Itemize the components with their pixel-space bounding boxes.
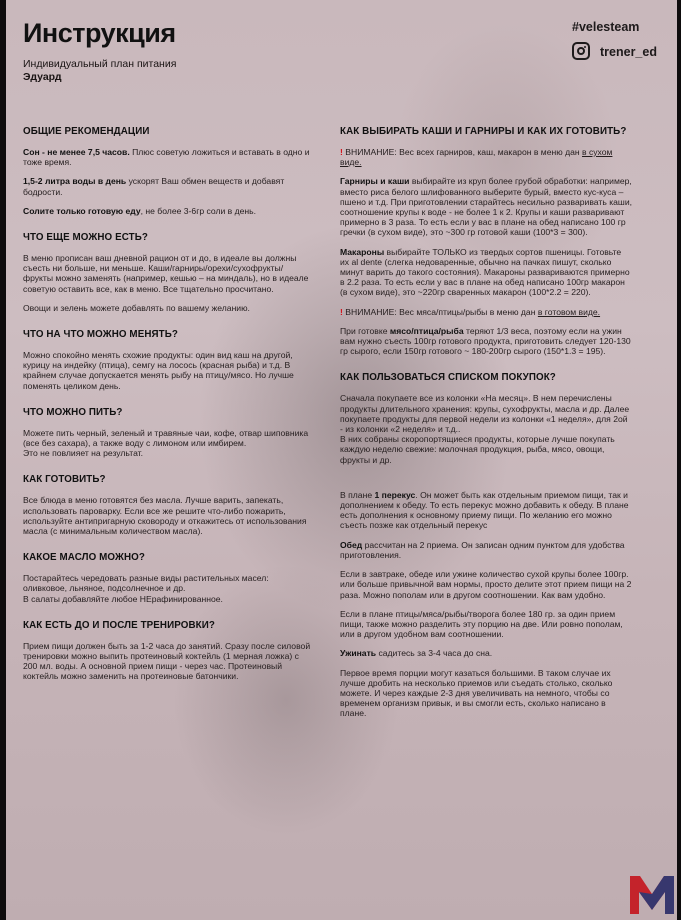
bold-text: Обед [340,539,363,550]
section-heading: КАКОЕ МАСЛО МОЖНО? [23,552,145,564]
text: теряют 1/3 веса, поэтому если на ужин вам нужно съесть 100гр готового продукта, приготовить следует 120-130 гр сырого, если 150гр готового ~ 180-200гр сырого (150*1.3 = 195). [340,325,631,357]
section-heading: ОБЩИЕ РЕКОМЕНДАЦИИ [23,126,150,137]
text: , не более 3-6гр соли в день. [140,205,257,216]
page-subtitle: Индивидуальный план питания [23,58,177,70]
section-heading: ЧТО МОЖНО ПИТЬ? [23,406,123,418]
section-drinks [23,407,313,459]
text: ВНИМАНИЕ: Вес мяса/птицы/рыбы в меню дан [342,306,538,317]
instagram-icon[interactable] [572,42,590,60]
bold-text: Макароны [340,246,385,257]
brand-logo-icon [628,872,676,916]
text: При готовке [340,325,390,336]
section-heading: ЧТО НА ЧТО МОЖНО МЕНЯТЬ? [23,329,178,341]
text: садитесь за 3-4 часа до сна. [376,648,493,659]
paragraph [340,490,632,531]
screen-edge-right [677,0,681,920]
bold-text: Сон - не менее 7,5 часов. [23,147,130,157]
section-general [23,126,313,216]
author-name: Эдуард [23,71,62,83]
paragraph: Овощи и зелень можете добавлять по вашему желанию. [23,302,250,313]
underlined-text: в готовом виде. [537,306,601,317]
paragraph [340,326,632,357]
text: выбирайте ТОЛЬКО из твердых сортов пшеницы. Готовьте их al dente (слегка недоваренные, обычно на пачках пишут, сколько минут варить до такого состояния). Макароны развариваются примерно в 2.2 раза. То есть если у вас в плане на обед написано 100гр макарон (в сухом виде), это ~220гр сваренных макарон (100*2.2 = 220). [340,246,630,298]
warning-icon: ! [340,306,343,317]
section-heading: КАК ГОТОВИТЬ? [23,474,106,486]
text: ВНИМАНИЕ: Вес всех гарниров, каш, макарон в меню дан [342,147,582,157]
section-heading: КАК ВЫБИРАТЬ КАШИ И ГАРНИРЫ И КАК ИХ ГОТОВИТЬ? [340,126,627,137]
paragraph: Можно спокойно менять схожие продукты: один вид каш на другой, курицу на индейку (птица), семгу на лосось (красная рыба) и т.д. В крайнем случае допускается менять рыбу на птицу/мясо. Но лучше поменять целиком день. [23,350,294,391]
text: В плане [340,489,375,500]
bold-text: 1 перекус [374,489,416,500]
paragraph: Если в плане птицы/мяса/рыбы/творога более 180 гр. за один прием пищи, также можно разделить эту порцию на две. Или ровно пополам, или в другом удобном вам соотношении. [340,608,623,640]
warning-paragraph [340,307,632,317]
hashtag-link[interactable]: #velesteam [572,20,640,34]
spacer [340,474,632,490]
text: ускорят Ваш обмен веществ и добавят бодрости. [23,176,285,197]
section-grains [340,126,632,356]
warning-paragraph [340,147,632,167]
section-shopping [340,372,632,718]
instagram-handle-link[interactable]: trener_ed [600,45,657,59]
section-heading: КАК ЕСТЬ ДО И ПОСЛЕ ТРЕНИРОВКИ? [23,619,215,631]
paragraph [340,176,632,237]
paragraph [23,176,313,196]
section-heading: КАК ПОЛЬЗОВАТЬСЯ СПИСКОМ ПОКУПОК? [340,372,556,384]
paragraph [23,206,313,216]
paragraph: Все блюда в меню готовятся без масла. Лучше варить, запекать, использовать пароварку. Если все же решите что-либо пожарить, используйте антипригарную сковороду и откажитесь от использования масла (с минимальным количеством масла). [23,495,307,537]
text: Можете пить черный, зеленый и травяные чаи, кофе, отвар шиповника (все без сахара), а также воду с лимоном или имбирем. [23,427,309,449]
text: Сначала покупаете все из колонки «На месяц». В нем перечислены продукты длительного хранения: крупы, сухофрукты, масла и др. Далее покупаете продукты для первой недели из колонки «1 неделя», для 2ой - из колонки «2 неделя» и т.д.. [340,393,630,435]
section-training [23,620,313,682]
paragraph [340,648,632,658]
text: рассчитан на 2 приема. Он записан одним пунктом для удобства приготовления. [340,539,625,560]
bold-text: мясо/птица/рыба [389,325,464,336]
section-what-else [23,232,313,313]
bold-text: Ужинать [340,648,377,659]
text: Постарайтесь чередовать разные виды растительных масел: оливковое, льняное, подсолнечное и др. [23,573,269,594]
underlined-text: в сухом виде. [340,147,613,168]
paragraph [23,428,313,459]
page-title: Инструкция [23,18,176,48]
paragraph: Первое время порции могут казаться большими. В таком случае их лучше дробить на несколько приемов или съедать столько, сколько можете. И через каждые 2-3 дня увеличивать на немного, чтобы со временем организм привык, и вы смогли есть, сколько написано в плане. [340,667,613,719]
right-column [340,126,632,735]
paragraph [23,573,313,604]
section-cooking [23,474,313,536]
text: В них собраны скоропортящиеся продукты, которые лучше покупать каждую неделю свежие: молочная продукция, рыба, мясо, овощи, фрукты и др. [340,434,615,465]
paragraph [340,393,632,464]
paragraph [340,247,632,298]
section-swaps [23,329,313,391]
paragraph [23,147,313,167]
warning-icon: ! [340,147,343,157]
bold-text: 1,5-2 литра воды в день [23,176,127,187]
paragraph: В меню прописан ваш дневной рацион от и до, в идеале вы должны съесть ни больше, ни меньше. Каши/гарниры/орехи/сухофрукты/фрукты можно заменять (например, кешью – на миндаль), но в идеале советую оставить все, как в меню. Все тщательно просчитано. [23,253,309,294]
section-oil [23,552,313,604]
left-column [23,126,313,698]
bold-text: Гарниры и каши [340,176,410,187]
instruction-page [6,0,677,920]
text: В салаты добавляйте любое НЕрафинированное. [23,593,223,604]
bold-text: Солите только готовую еду [23,205,141,216]
paragraph: Прием пищи должен быть за 1-2 часа до занятий. Сразу после силовой тренировки можно выпить протеиновый коктейль (1 мерная ложка) с 200 мл. воды. А основной прием пищи - через час. Протеиновый коктейль можно заменить на протеиновые батончики. [23,640,311,682]
paragraph: Если в завтраке, обеде или ужине количество сухой крупы более 100гр. или больше привычной вам нормы, просто делите этот прием пищи на 2 раза. Можно пополам или в другом соотношении. Как вам удобно. [340,569,632,600]
text: . Он может быть как отдельным приемом пищи, так и дополнением к обеду. То есть перекус можно добавить к обеду. В плане есть дополнения к основному приему пищи. По желанию его можно съесть позже как отдельный перекус [340,489,629,531]
section-heading: ЧТО ЕЩЕ МОЖНО ЕСТЬ? [23,232,148,244]
text: Это не повлияет на результат. [23,448,144,459]
paragraph [340,540,632,560]
text: Плюс советую ложиться и вставать в одно и тоже время. [23,147,310,168]
text: выбирайте из круп более грубой обработки: например, вместо риса белого шлифованного выберите бурый, вместо кус-куса – пшено и т.д. При приготовлении старайтесь несильно разваривать каши, соотношение крупы к воде - не более 1 к 2. Крупы и каши разваривают примерно в 3 раза. То есть если у вас в плане на обед написано 100 гр гречки (в сухом виде), это ~300 гр готовой каши (100*3 = 300). [340,176,633,238]
